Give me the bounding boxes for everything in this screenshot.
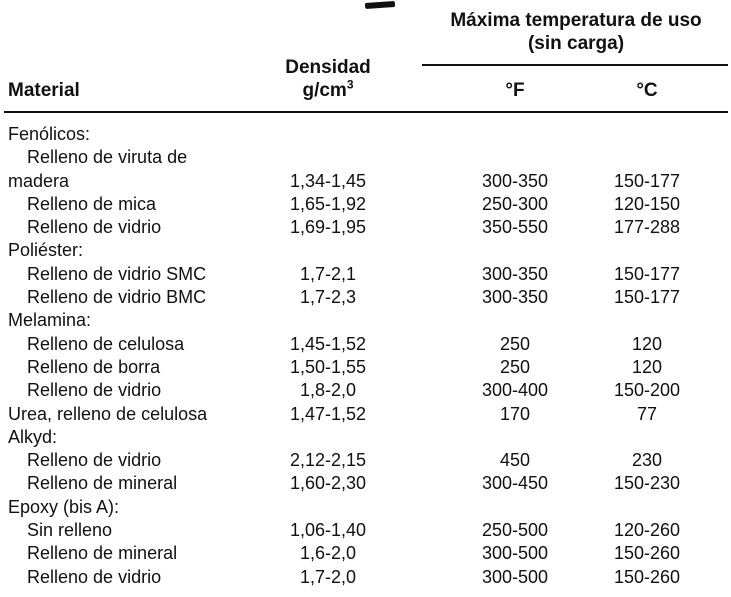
celsius-cell: 77 <box>636 403 658 424</box>
density-cell: 1,06-1,40 <box>289 520 367 541</box>
table-row <box>0 403 731 426</box>
celsius-cell: 120-150 <box>613 193 681 214</box>
table-row <box>0 472 731 495</box>
density-cell: 1,34-1,45 <box>289 170 367 191</box>
fahrenheit-cell: 300-400 <box>481 380 549 401</box>
density-unit-exponent: 3 <box>346 77 354 92</box>
material-cell: Epoxy (bis A): <box>8 496 120 517</box>
celsius-cell: 150-177 <box>613 287 681 308</box>
material-cell: Melamina: <box>8 310 92 331</box>
fahrenheit-cell: 300-450 <box>481 473 549 494</box>
fahrenheit-cell: 250 <box>499 333 531 354</box>
celsius-cell: 150-177 <box>613 263 681 284</box>
material-cell: Relleno de borra <box>27 356 161 377</box>
material-cell: Relleno de vidrio SMC <box>27 263 207 284</box>
material-cell: Relleno de vidrio <box>27 566 162 587</box>
density-cell: 1,69-1,95 <box>289 217 367 238</box>
table-row <box>0 496 731 519</box>
celsius-cell: 150-200 <box>613 380 681 401</box>
fahrenheit-cell: 350-550 <box>481 217 549 238</box>
fahrenheit-cell: 300-500 <box>481 543 549 564</box>
table-row <box>0 309 731 332</box>
material-cell: Relleno de celulosa <box>27 333 185 354</box>
celsius-cell: 150-177 <box>613 170 681 191</box>
fahrenheit-cell: 300-350 <box>481 263 549 284</box>
table-row <box>0 286 731 309</box>
density-cell: 1,45-1,52 <box>289 333 367 354</box>
table-row <box>0 263 731 286</box>
density-unit: g/cm <box>302 80 347 101</box>
material-cell: Urea, relleno de celulosa <box>8 403 208 424</box>
fahrenheit-cell: 300-500 <box>481 566 549 587</box>
celsius-column-header: °C <box>636 80 658 101</box>
density-cell: 1,6-2,0 <box>299 543 357 564</box>
fahrenheit-cell: 250 <box>499 356 531 377</box>
group-header-rule <box>422 64 728 66</box>
material-cell: Alkyd: <box>8 426 58 447</box>
table-row <box>0 193 731 216</box>
celsius-cell: 177-288 <box>613 217 681 238</box>
celsius-cell: 120-260 <box>613 520 681 541</box>
material-cell: Fenólicos: <box>8 124 91 144</box>
fahrenheit-cell: 450 <box>499 450 531 471</box>
table-row <box>0 146 731 169</box>
max-temperature-header-line2: (sin carga) <box>527 33 625 54</box>
material-cell: Relleno de mineral <box>27 473 178 494</box>
density-cell: 1,65-1,92 <box>289 193 367 214</box>
fahrenheit-cell: 300-350 <box>481 287 549 308</box>
table-row <box>0 170 731 193</box>
density-cell: 1,60-2,30 <box>289 473 367 494</box>
fahrenheit-cell: 250-300 <box>481 193 549 214</box>
material-cell: Relleno de viruta de <box>27 147 188 168</box>
celsius-cell: 120 <box>631 356 663 377</box>
material-cell: Relleno de mineral <box>27 543 178 564</box>
density-cell: 1,47-1,52 <box>289 403 367 424</box>
fahrenheit-cell: 170 <box>499 403 531 424</box>
celsius-cell: 150-260 <box>613 566 681 587</box>
celsius-cell: 230 <box>631 450 663 471</box>
material-cell: Relleno de vidrio <box>27 450 162 471</box>
material-cell: Relleno de vidrio <box>27 217 162 238</box>
table-row <box>0 566 731 589</box>
density-cell: 1,8-2,0 <box>299 380 357 401</box>
table-row <box>0 216 731 239</box>
top-edge-mark <box>365 1 395 9</box>
table-row <box>0 123 731 146</box>
table-row <box>0 356 731 379</box>
celsius-cell: 150-260 <box>613 543 681 564</box>
celsius-cell: 120 <box>631 333 663 354</box>
density-cell: 2,12-2,15 <box>289 450 367 471</box>
fahrenheit-cell: 300-350 <box>481 170 549 191</box>
material-cell: madera <box>8 170 70 191</box>
density-cell: 1,7-2,1 <box>299 263 357 284</box>
fahrenheit-cell: 250-500 <box>481 520 549 541</box>
max-temperature-header <box>420 9 731 55</box>
material-cell: Sin relleno <box>27 520 113 541</box>
material-cell: Relleno de vidrio <box>27 380 162 401</box>
fahrenheit-column-header: °F <box>505 80 525 101</box>
table-row <box>0 379 731 402</box>
table-body <box>0 123 731 589</box>
table-row <box>0 449 731 472</box>
material-cell: Relleno de mica <box>27 193 157 214</box>
density-header-line2 <box>248 79 408 102</box>
table-row <box>0 426 731 449</box>
material-cell: Poliéster: <box>8 240 84 261</box>
table-row <box>0 542 731 565</box>
max-temperature-header-line1: Máxima temperatura de uso <box>450 10 702 31</box>
density-cell: 1,7-2,3 <box>299 287 357 308</box>
density-header-line1: Densidad <box>285 57 371 78</box>
density-cell: 1,7-2,0 <box>299 566 357 587</box>
table-row <box>0 239 731 262</box>
material-cell: Relleno de vidrio BMC <box>27 287 207 308</box>
table-row <box>0 519 731 542</box>
table-row <box>0 333 731 356</box>
celsius-cell: 150-230 <box>613 473 681 494</box>
density-column-header <box>248 56 408 102</box>
density-cell: 1,50-1,55 <box>289 356 367 377</box>
material-column-header: Material <box>8 80 80 101</box>
header-rule <box>4 111 728 113</box>
